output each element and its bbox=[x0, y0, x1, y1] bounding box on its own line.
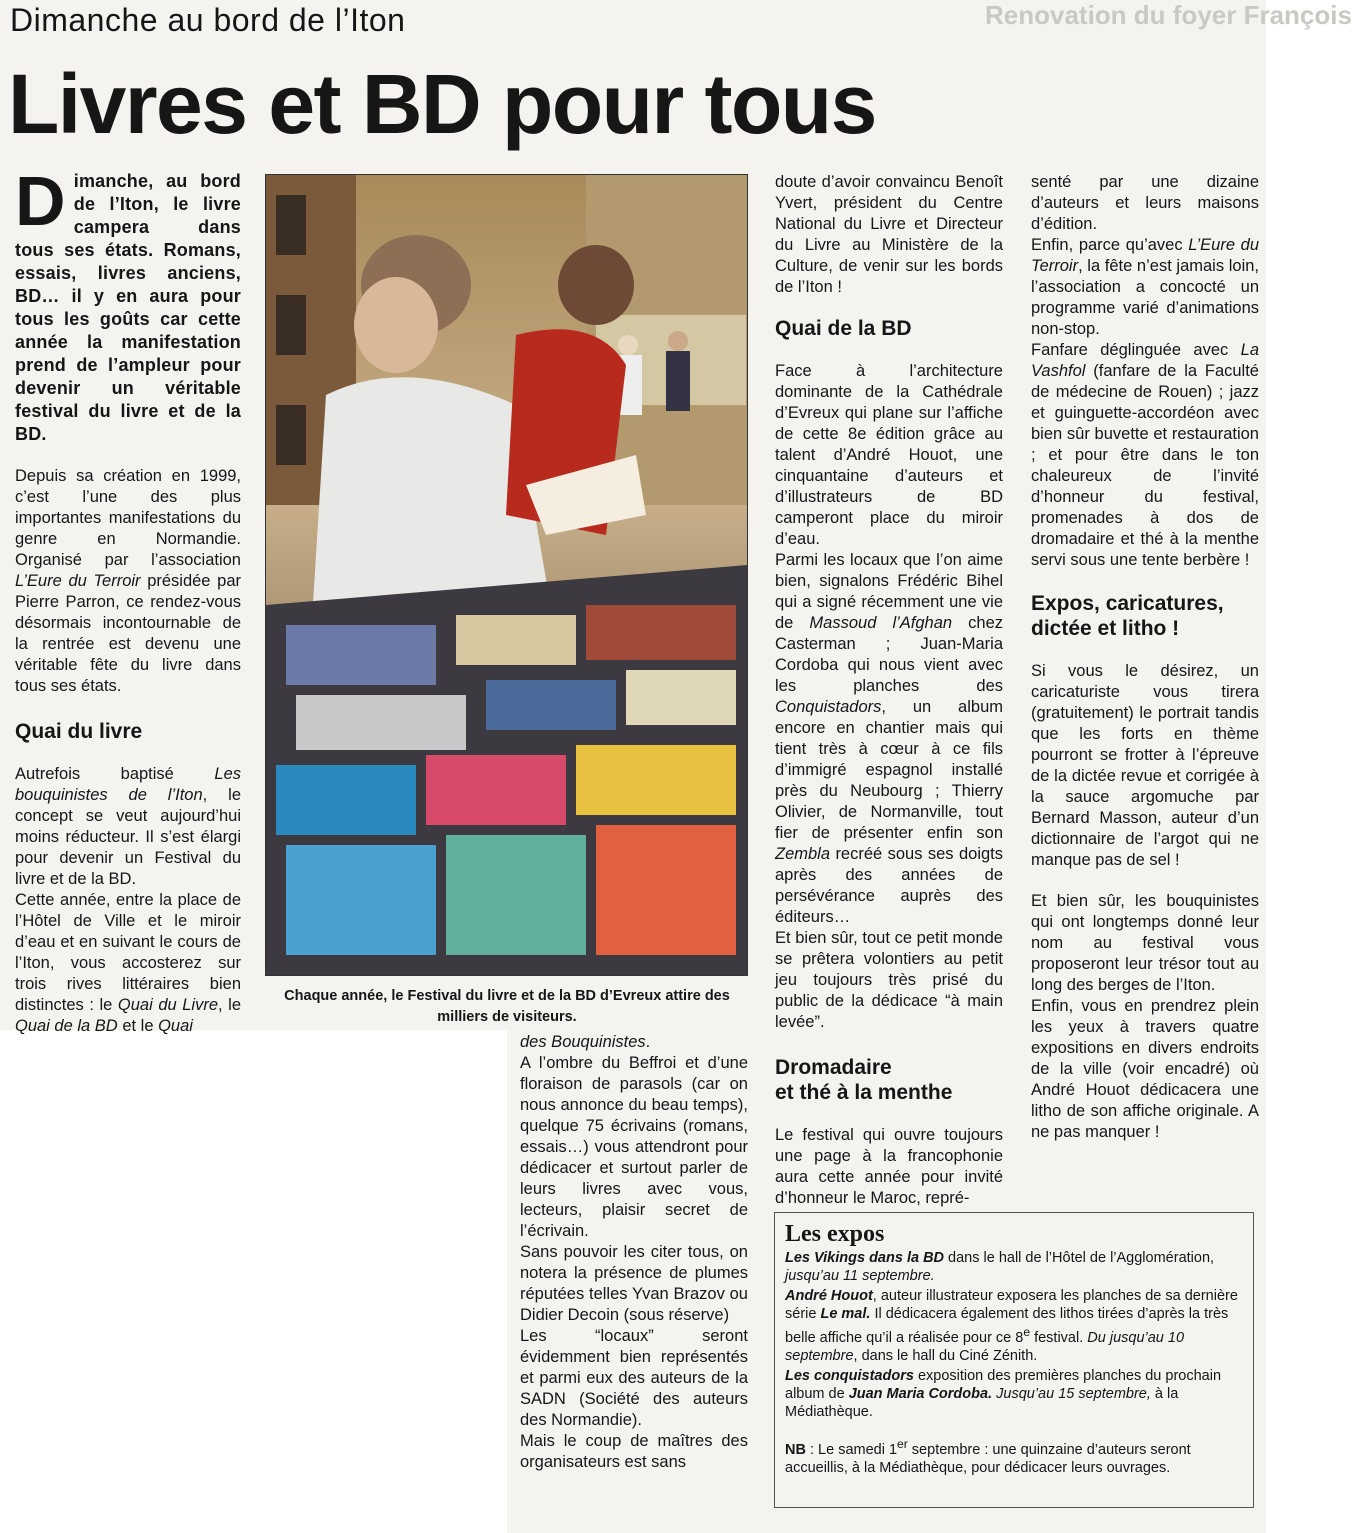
box-title: Les expos bbox=[785, 1221, 885, 1247]
paragraph: A l’ombre du Beffroi et d’une floraison de parasols (car on nous annonce du beau temps), quelque 75 écrivains (romans, essais…) vous attendront pour dédicacer et surtout parler de leurs livres avec vous, lecteurs, plaisir secret de l’écrivain. bbox=[520, 1054, 748, 1240]
kicker: Dimanche au bord de l’Iton bbox=[10, 2, 406, 38]
photo-caption: Chaque année, le Festival du livre et de la BD d’Evreux attire des milliers de visiteurs. bbox=[284, 988, 730, 1025]
paragraph: Enfin, parce qu’avec L’Eure du Terroir, la fête n’est jamais loin, l’association a concocté un programme varié d’animations non-stop. bbox=[1031, 236, 1259, 338]
paragraph: Si vous le désirez, un caricaturiste vous tirera (gratuitement) le portrait tandis que les forts en thème pourront se frotter à l’épreuve de la dictée revue et corrigée à la sauce argomuche par Bernard Masson, auteur d’un dictionnaire de l’argot qui ne manque pas de sel ! bbox=[1031, 662, 1259, 869]
box-entry: Les conquistadors exposition des premières planches du prochain album de Juan Maria Cordoba. Jusqu’au 15 septembre, à la Médiathèque. bbox=[785, 1367, 1222, 1420]
book-stall-photo bbox=[266, 175, 747, 975]
column-1 bbox=[15, 162, 242, 1037]
paragraph: Fanfare déglinguée avec La Vashfol (fanfare de la Faculté de médecine de Rouen) ; jazz et guinguette-accordéon avec bien sûr buvette et restauration ; et pour être dans le ton chaleureux de l’invité d’honneur du festival, promenades à dos de dromadaire et thé à la menthe servi sous une tente berbère ! bbox=[1031, 341, 1259, 569]
lead-paragraph bbox=[15, 162, 241, 446]
paragraph: Et bien sûr, tout ce petit monde se prêtera volontiers au petit jeu toujours très prisé du public de la dédicace “à main levée”. bbox=[775, 929, 1003, 1031]
subheading-dromadaire: Dromadaire et thé à la menthe bbox=[775, 1056, 953, 1104]
box-entry: André Houot, auteur illustrateur exposera les planches de sa dernière série Le mal. Il dédicacera également des lithos tirées d’après la très belle affiche qu’il a réalisée pour ce 8e festival. Du jusqu’au 10 septembre, dans le hall du Ciné Zénith. bbox=[785, 1288, 1238, 1364]
paragraph: Les “locaux” seront évidemment bien représentés et parmi eux des auteurs de la SADN (Société des auteurs des Normandie). bbox=[520, 1327, 748, 1429]
paragraph: Enfin, vous en prendrez plein les yeux à travers quatre expositions en divers endroits de la ville (voir encadré) où André Houot dédicacera une litho de son affiche originale. A ne pas manquer ! bbox=[1031, 997, 1259, 1141]
subheading-expos: Expos, caricatures, dictée et litho ! bbox=[1031, 592, 1224, 640]
paragraph: des Bouquinistes. bbox=[520, 1033, 651, 1051]
paragraph: doute d’avoir convaincu Benoît Yvert, président du Centre National du Livre et Directeur du Livre au Ministère de la Culture, de venir sur les bords de l’Iton ! bbox=[775, 173, 1003, 296]
paragraph: senté par une dizaine d’auteurs et leurs maisons d’édition. bbox=[1031, 173, 1259, 233]
expos-box bbox=[774, 1212, 1254, 1508]
lead-text: imanche, au bord de l’Iton, le livre campera dans tous ses états. Romans, essais, livres anciens, BD… il y en aura pour tous les goûts car cette année la manifestation prend de l’ampleur pour devenir un véritable festival du livre et de la BD. bbox=[15, 171, 241, 444]
paragraph: Face à l’architecture dominante de la Cathédrale d’Evreux qui plane sur l’affiche de cette 8e édition grâce au talent d’André Houot, une cinquantaine d’auteurs et d’illustrateurs de BD camperont place du miroir d’eau. bbox=[775, 362, 1003, 548]
paragraph: Autrefois baptisé Les bouquinistes de l’Iton, le concept se veut aujourd’hui moins réducteur. Il s’est élargi pour devenir un Festival du livre et de la BD. bbox=[15, 765, 242, 888]
paragraph: Parmi les locaux que l’on aime bien, signalons Frédéric Bihel qui a signé récemment une vie de Massoud l’Afghan chez Casterman ; Juan-Maria Cordoba qui nous vient avec les planches des Conquistadors, un album encore en chantier mais qui tient très à cœur à ce fils d’immigré espagnol installé près du Neubourg ; Thierry Olivier, de Normanville, tout fier de présenter enfin son Zembla recréé sous ses doigts après des années de persévérance auprès des éditeurs… bbox=[775, 551, 1003, 926]
paragraph: Depuis sa création en 1999, c’est l’une des plus importantes manifestations du genre en Normandie. Organisé par l’association L’Eure du Terroir présidée par Pierre Parron, ce rendez-vous désormais incontournable de la rentrée est devenu une véritable fête du livre dans tous ses états. bbox=[15, 467, 241, 695]
subheading-quai-du-livre: Quai du livre bbox=[15, 720, 143, 743]
drop-cap: D bbox=[15, 162, 66, 240]
paragraph: Et bien sûr, les bouquinistes qui ont longtemps donné leur nom au festival vous proposeront leur trésor tout au long des berges de l’Iton. bbox=[1031, 892, 1259, 994]
subheading-quai-de-la-bd: Quai de la BD bbox=[775, 317, 912, 340]
article-photo bbox=[265, 174, 748, 976]
column-2 bbox=[520, 1032, 748, 1473]
column-4 bbox=[1031, 172, 1259, 1143]
paragraph: Sans pouvoir les citer tous, on notera la présence de plumes réputées telles Yvan Brazov ou Didier Decoin (sous réserve) bbox=[520, 1243, 748, 1324]
box-note: NB : Le samedi 1er septembre : une quinzaine d’auteurs seront accueillis, à la Médiathèque, pour dédicacer leurs ouvrages. bbox=[785, 1436, 1191, 1476]
column-3 bbox=[775, 172, 1003, 1209]
neighbor-article-header: Renovation du foyer François bbox=[985, 0, 1352, 30]
paragraph: Le festival qui ouvre toujours une page à la francophonie aura cette année pour invité d’honneur le Maroc, repré- bbox=[775, 1126, 1003, 1207]
paragraph: Cette année, entre la place de l’Hôtel de Ville et le miroir d’eau et en suivant le cours de l’Iton, vous accosterez sur trois rives littéraires bien distinctes : le Quai du Livre, le Quai de la BD et le Quai bbox=[15, 891, 242, 1035]
paragraph: Mais le coup de maîtres des organisateurs est sans bbox=[520, 1432, 748, 1471]
headline: Livres et BD pour tous bbox=[8, 57, 876, 151]
box-entry: Les Vikings dans la BD dans le hall de l’Hôtel de l’Agglomération, jusqu’au 11 septembre. bbox=[785, 1250, 1215, 1284]
